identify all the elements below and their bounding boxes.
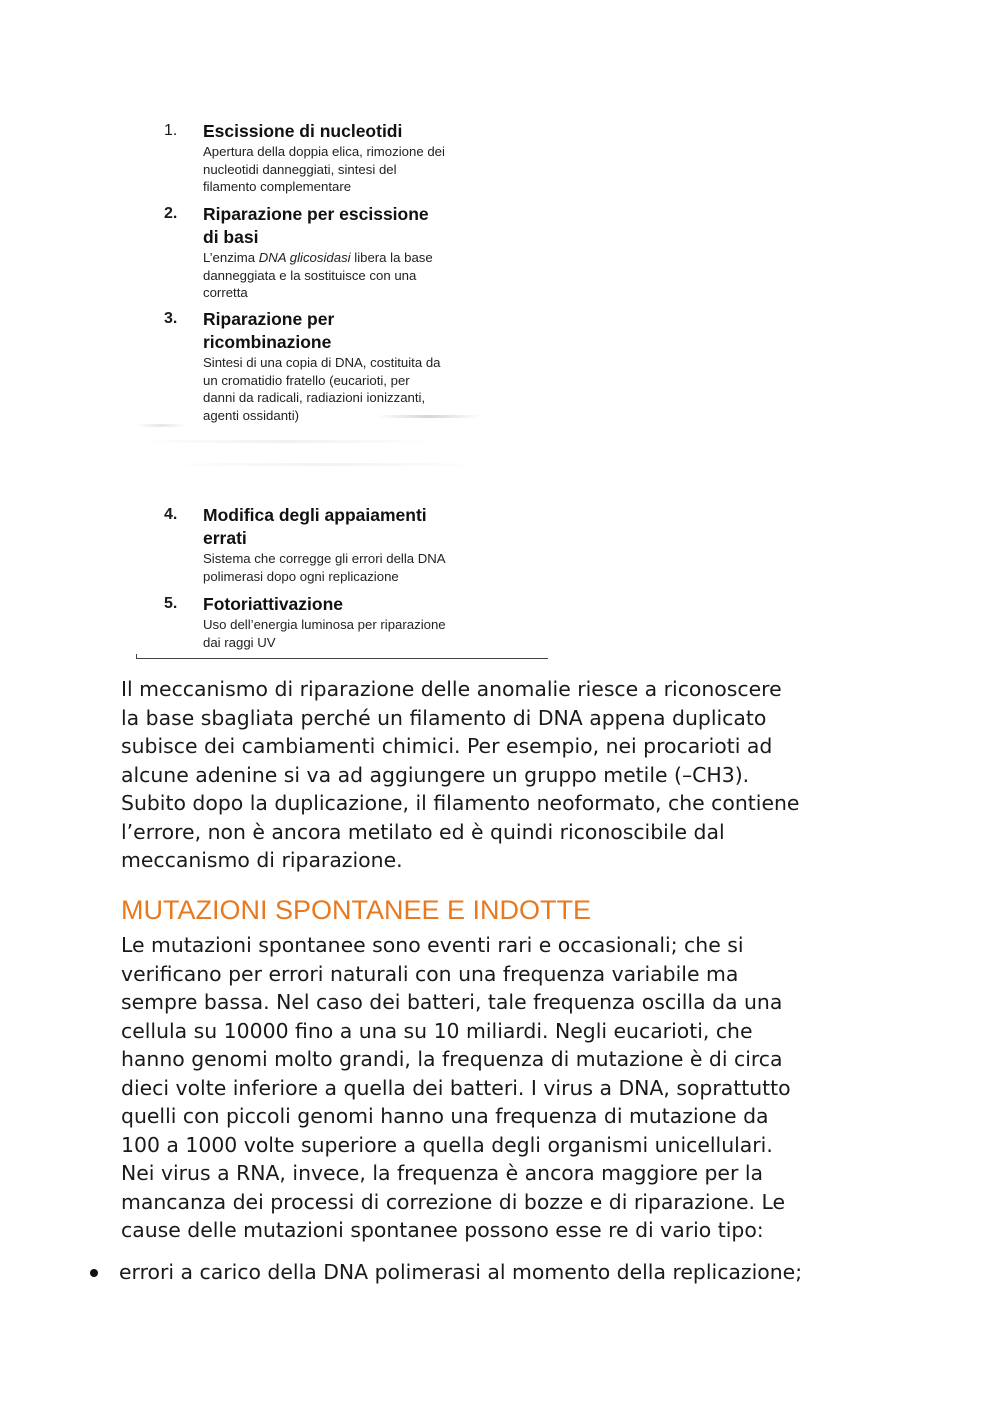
paragraph-line: dieci volte inferiore a quella dei batteri. I virus a DNA, soprattutto (121, 1075, 791, 1100)
figure-item-number: 5. (164, 595, 178, 612)
bullet-text: errori a carico della DNA polimerasi al momento della replicazione; (119, 1260, 803, 1284)
figure-item-desc-line: agenti ossidanti) (203, 407, 300, 423)
paragraph-line: Le mutazioni spontanee sono eventi rari e occasionali; che si (121, 933, 744, 957)
figure-item-title-line: Riparazione per escissione (203, 204, 429, 224)
paragraph-repair-mechanism (121, 675, 896, 875)
figure-item-description (203, 616, 548, 651)
paragraph-line: l’errore, non è ancora metilato ed è quindi riconoscibile dal (121, 819, 725, 844)
figure-item-title-line: Fotoriattivazione (203, 594, 344, 614)
figure-item-description (203, 550, 548, 585)
scan-smudge (376, 415, 481, 418)
figure-item-desc-line (203, 249, 548, 267)
figure-item-desc-line: Sintesi di una copia di DNA, costituita da (203, 355, 441, 370)
figure-item-number: 2. (164, 205, 178, 222)
paragraph-line: meccanismo di riparazione. (121, 848, 403, 872)
figure-item-number: 3. (164, 310, 178, 327)
paragraph-line: hanno genomi molto grandi, la frequenza di mutazione è di circa (121, 1047, 783, 1071)
scan-smudge (136, 440, 436, 443)
figure-border-line (136, 658, 548, 659)
figure-item-title-line: Riparazione per (203, 309, 335, 329)
figure-item-number: 4. (164, 506, 178, 523)
bullet-icon (90, 1269, 98, 1277)
figure-item-title (203, 308, 543, 354)
paragraph-line: sempre bassa. Nel caso dei batteri, tale frequenza oscilla da una (121, 990, 783, 1014)
paragraph-line: 100 a 1000 volte superiore a quella degli organismi unicellulari. (121, 1132, 773, 1157)
figure-item-number: 1. (164, 122, 178, 139)
bullet-list-item (86, 1258, 886, 1288)
paragraph-line: cellula su 10000 fino a una su 10 miliardi. Negli eucarioti, che (121, 1018, 753, 1043)
figure-item-description (203, 249, 548, 302)
paragraph-line: Nei virus a RNA, invece, la frequenza è ancora maggiore per la (121, 1161, 763, 1185)
figure-item-desc-line: Apertura della doppia elica, rimozione dei (203, 144, 445, 159)
paragraph-line: alcune adenine si va ad aggiungere un gruppo metile (–CH3). (121, 762, 750, 787)
figure-item-desc-line: danni da radicali, radiazioni ionizzanti, (203, 390, 426, 406)
figure-item-title-line: ricombinazione (203, 332, 332, 352)
figure-item-desc-line: Sistema che corregge gli errori della DNA (203, 551, 446, 566)
section-heading: MUTAZIONI SPONTANEE E INDOTTE (121, 895, 592, 925)
figure-item-title (203, 203, 543, 249)
paragraph-line: subisce dei cambiamenti chimici. Per esempio, nei procarioti ad (121, 734, 773, 758)
enzyme-name: DNA glicosidasi (258, 250, 351, 265)
figure-item-desc-line: corretta (203, 285, 248, 301)
paragraph-line: quelli con piccoli genomi hanno una frequenza di mutazione da (121, 1104, 769, 1128)
figure-item-title-line: Modifica degli appaiamenti (203, 505, 427, 525)
figure-item-desc-line: danneggiata e la sostituisce con una (203, 267, 417, 283)
figure-item-description (203, 143, 548, 196)
scan-smudge (166, 463, 486, 466)
figure-item-title-line: Escissione di nucleotidi (203, 121, 403, 141)
repair-mechanisms-figure (136, 112, 550, 664)
figure-item-desc-line: un cromatidio fratello (eucarioti, per (203, 372, 410, 388)
figure-item-desc-line: Uso dell’energia luminosa per riparazione (203, 617, 446, 632)
paragraph-line: verificano per errori naturali con una frequenza variabile ma (121, 961, 739, 986)
paragraph-spontaneous-mutations (121, 931, 896, 1245)
figure-item-title-line: errati (203, 528, 247, 548)
paragraph-line: la base sbagliata perché un filamento di DNA appena duplicato (121, 705, 767, 730)
paragraph-line: Subito dopo la duplicazione, il filamento neoformato, che contiene (121, 791, 800, 815)
figure-item-desc-line: nucleotidi danneggiati, sintesi del (203, 161, 397, 177)
paragraph-line: cause delle mutazioni spontanee possono esse re di vario tipo: (121, 1218, 764, 1242)
desc-prefix: L’enzima (203, 250, 256, 265)
figure-item-title (203, 504, 543, 550)
paragraph-line: Il meccanismo di riparazione delle anomalie riesce a riconoscere (121, 677, 782, 701)
figure-item-title (203, 120, 543, 143)
figure-item-title (203, 593, 543, 616)
scan-smudge (136, 424, 186, 427)
desc-suffix: libera la base (354, 250, 433, 265)
figure-item-desc-line: dai raggi UV (203, 634, 276, 650)
figure-item-description (203, 354, 548, 424)
figure-item-title-line: di basi (203, 227, 259, 247)
figure-item-desc-line: polimerasi dopo ogni replicazione (203, 568, 399, 584)
figure-item-desc-line: filamento complementare (203, 179, 352, 195)
figure-border-tick (136, 654, 137, 659)
paragraph-line: mancanza dei processi di correzione di bozze e di riparazione. Le (121, 1189, 786, 1214)
